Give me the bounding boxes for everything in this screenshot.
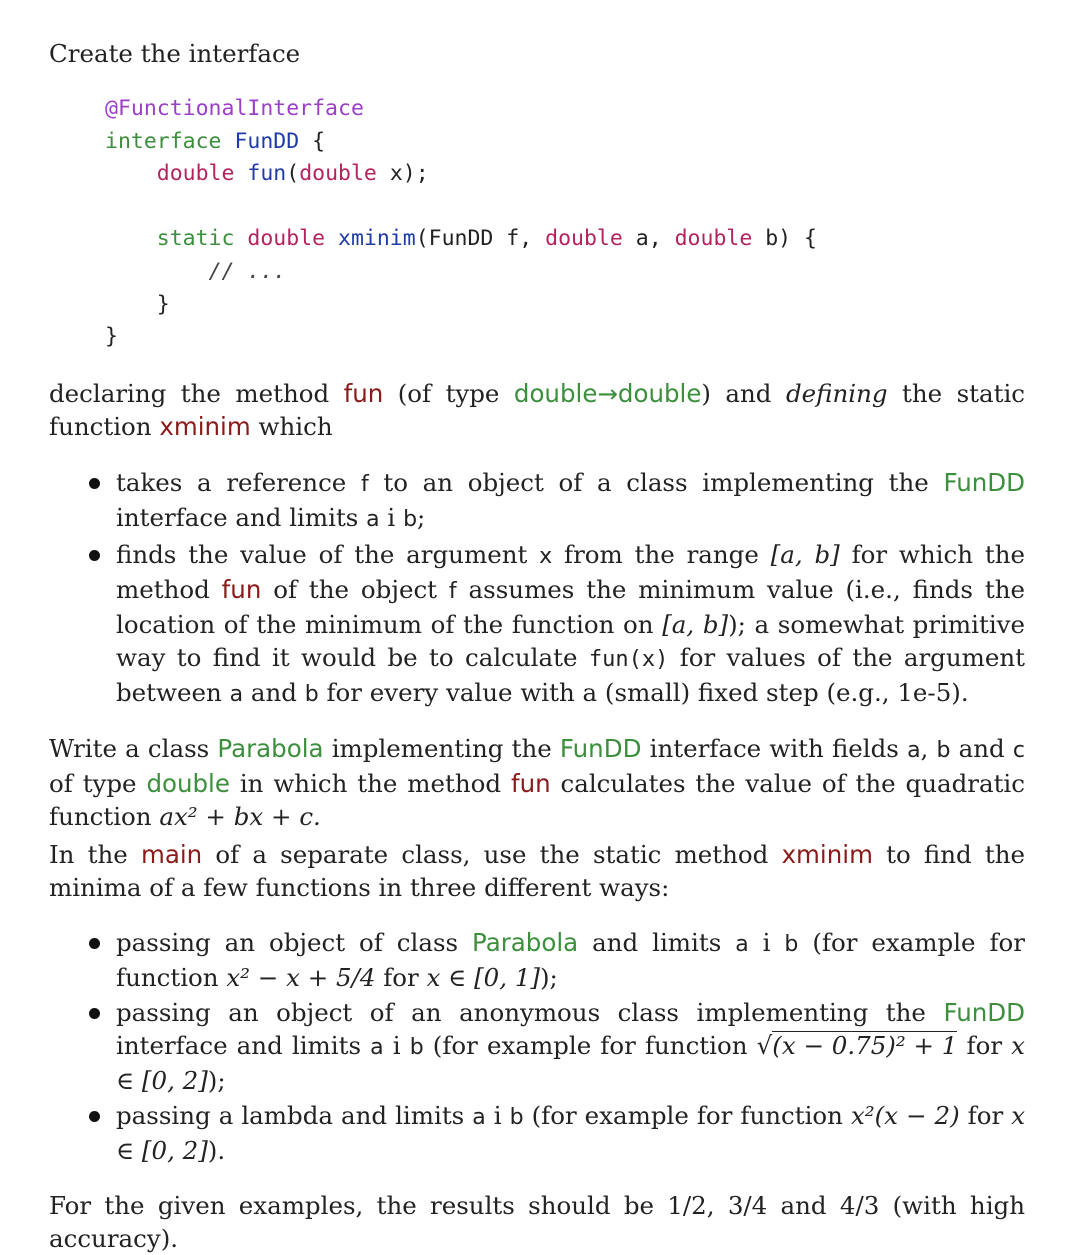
final-text: For the given examples, the results should be 1/2, 3/4 and 4/3 (with high accuracy). — [49, 1191, 1025, 1253]
term-xminim: xminim — [781, 840, 873, 869]
requirements-list — [49, 466, 1025, 711]
math-radicand: (x − 0.75)² + 1 — [772, 1031, 958, 1060]
code-static-keyword: static — [156, 226, 235, 252]
code-interface-keyword: interface — [105, 128, 222, 154]
list-item — [49, 926, 1025, 994]
code-comment: // ... — [208, 258, 287, 284]
var-f: f — [448, 579, 457, 604]
text: Write a class — [49, 734, 218, 763]
math-condition: x ∈ [0, 2] — [116, 1031, 1025, 1095]
text: in which the method — [229, 769, 511, 798]
var-a: a — [735, 932, 749, 957]
term-type: double→double — [513, 379, 702, 408]
term-fundd: FunDD — [943, 468, 1026, 497]
var-f: f — [360, 472, 369, 497]
text: which — [250, 412, 333, 441]
text: (for example for function — [116, 928, 1025, 992]
code-method-name: fun — [247, 161, 287, 187]
text: passing an object of class — [116, 928, 473, 957]
text: for which the method — [116, 540, 1025, 604]
code-call: fun(x) — [588, 647, 669, 672]
text: for — [957, 1031, 1012, 1060]
text: interface and limits — [116, 503, 367, 532]
text: for — [375, 963, 427, 992]
var-b: b — [409, 1035, 424, 1060]
term-xminim: xminim — [159, 412, 251, 441]
code-static-sig-2: a, — [622, 226, 675, 252]
code-brace-open: { — [299, 128, 326, 154]
term-fundd: FunDD — [559, 734, 642, 763]
text: interface and limits — [116, 1031, 371, 1060]
term-fun: fun — [510, 769, 551, 798]
code-paren: ( — [286, 161, 300, 187]
text: of the object — [261, 575, 449, 604]
code-outer-close: } — [105, 324, 118, 350]
math-condition: x ∈ [0, 1] — [426, 963, 540, 992]
text: declaring the method — [49, 379, 344, 408]
term-fun: fun — [343, 379, 384, 408]
text: to find the minima of a few functions in three different ways: — [49, 840, 1026, 902]
text: and — [243, 678, 305, 707]
paragraph-declaring — [49, 377, 1025, 443]
code-param-type: double — [299, 161, 377, 187]
text: ). — [207, 1136, 226, 1165]
text: ); — [539, 963, 558, 992]
text: for every value with a (small) fixed step (e.g., 1e-5). — [318, 678, 969, 707]
text: , — [920, 734, 937, 763]
math-quadratic: ax² + bx + c. — [159, 802, 321, 831]
text: for — [959, 1101, 1012, 1130]
emphasis-defining: defining — [785, 379, 888, 408]
sqrt-sign: √ — [756, 1031, 773, 1060]
math-formula: x² − x + 5/4 — [226, 963, 376, 992]
var-x: x — [539, 544, 553, 569]
text: to an object of a class implementing the — [368, 468, 944, 497]
list-item — [49, 996, 1025, 1097]
term-fun: fun — [221, 575, 262, 604]
code-static-type: double — [247, 226, 326, 252]
code-static-ptype-a: double — [545, 226, 623, 252]
math-range: [a, b] — [770, 540, 840, 569]
var-a: a — [366, 507, 380, 532]
ways-list — [49, 926, 1025, 1167]
term-parabola: Parabola — [217, 734, 324, 763]
code-static-ptype-b: double — [674, 226, 753, 252]
math-formula: x²(x − 2) — [850, 1101, 960, 1130]
text: ; — [417, 503, 426, 532]
code-block — [105, 93, 817, 354]
var-b: b — [304, 682, 319, 707]
text: takes a reference — [116, 468, 361, 497]
code-param-rest: x); — [376, 161, 429, 187]
code-interface-name: FunDD — [234, 128, 300, 154]
code-static-sig-1: (FunDD f, — [415, 226, 546, 252]
term-double: double — [146, 769, 230, 798]
text: ) and — [701, 379, 786, 408]
text: finds the value of the argument — [116, 540, 540, 569]
text: interface with fields — [641, 734, 908, 763]
text: and limits — [578, 928, 736, 957]
var-b: b — [784, 932, 799, 957]
text: i — [748, 928, 785, 957]
text: the static function — [49, 379, 1026, 441]
code-method-type: double — [156, 161, 235, 187]
var-b: b — [403, 507, 418, 532]
math-range: [a, b] — [662, 610, 729, 639]
var-a: a — [907, 738, 921, 763]
term-main: main — [140, 840, 203, 869]
text: for values of the argument between — [116, 643, 1025, 707]
paragraph-parabola — [49, 732, 1025, 833]
text: i — [485, 1101, 510, 1130]
body-text — [49, 377, 1025, 1255]
var-b: b — [936, 738, 951, 763]
var-c: c — [1012, 738, 1025, 763]
text: (for example for function — [523, 1101, 851, 1130]
text: passing an object of an anonymous class implementing the — [116, 998, 944, 1027]
text: implementing the — [323, 734, 560, 763]
intro-text: Create the interface — [49, 39, 301, 68]
code-inner-close: } — [156, 291, 170, 317]
text: from the range — [552, 540, 771, 569]
text: i — [383, 1031, 410, 1060]
text: ); — [207, 1066, 226, 1095]
text: i — [379, 503, 404, 532]
code-annotation: @FunctionalInterface — [105, 96, 364, 121]
text: of a separate class, use the static method — [202, 840, 782, 869]
text: and — [950, 734, 1013, 763]
list-item — [49, 538, 1025, 711]
text: In the — [49, 840, 141, 869]
var-a: a — [472, 1105, 486, 1130]
text: assumes the minimum value (i.e., finds the location of the minimum of the function on — [116, 575, 1025, 639]
list-item — [49, 466, 1025, 536]
var-a: a — [370, 1035, 384, 1060]
code-static-sig-3: b) { — [752, 226, 818, 252]
text: (of type — [383, 379, 514, 408]
term-parabola: Parabola — [472, 928, 579, 957]
text: ); a somewhat primitive way to find it would be to calculate — [116, 610, 1026, 672]
math-condition: x ∈ [0, 2] — [116, 1101, 1026, 1165]
text: (for example for function — [423, 1031, 757, 1060]
text: calculates the value of the quadratic function — [49, 769, 1025, 831]
term-fundd: FunDD — [943, 998, 1025, 1027]
var-a: a — [229, 682, 244, 707]
code-static-name: xminim — [338, 226, 416, 252]
text: passing a lambda and limits — [116, 1101, 473, 1130]
text: of type — [49, 769, 147, 798]
paragraph-main — [49, 838, 1025, 904]
var-b: b — [509, 1105, 524, 1130]
list-item — [49, 1099, 1025, 1167]
